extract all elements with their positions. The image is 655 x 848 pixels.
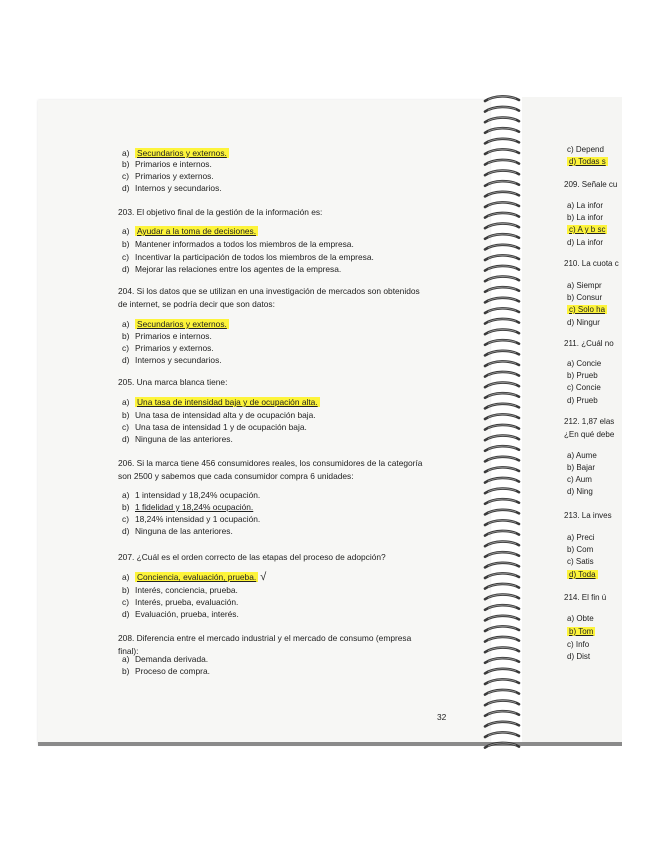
right-page-line [567,487,593,497]
answer-option [122,148,229,158]
answer-option [122,422,307,432]
right-page-line [567,640,589,650]
right-page-line [564,511,612,521]
option-text: Primarios y externos. [135,171,214,181]
option-label: d) [122,609,130,619]
option-label: a) [122,319,130,329]
right-page-line [567,557,594,567]
line-text: 212. 1,87 elas [564,417,615,426]
right-page-line [567,383,601,393]
option-label: c) [122,171,129,181]
right-page-content [522,97,622,742]
line-text: a) Concie [567,359,602,368]
line-text: c) Satis [567,557,594,566]
answer-option [122,264,341,274]
line-text: a) Obte [567,614,594,623]
answer-option [122,355,222,365]
option-label: d) [122,183,130,193]
answer-option [122,239,354,249]
answer-option [122,609,239,619]
answer-option [122,183,222,193]
question-text: 207. ¿Cuál es el orden correcto de las etapas del proceso de adopción? [118,552,386,562]
answer-option [122,434,233,444]
answer-option [122,159,212,169]
option-text: Evaluación, prueba, interés. [135,609,239,619]
option-label: b) [122,239,130,249]
highlighted-answer: c) Solo ha [569,305,606,314]
question-text: 206. Si la marca tiene 456 consumidores reales, los consumidores de la categoría son 2500 y sabemos que cada consumidor compra 6 unidades: [118,458,423,481]
line-text: a) La infor [567,201,604,210]
answer-option [122,171,214,181]
right-page-line [567,627,595,637]
line-text: d) La infor [567,238,604,247]
right-page-line [567,533,595,543]
answer-option [122,397,320,407]
right-page-line [567,570,598,580]
line-text: d) Prueb [567,396,598,405]
highlighted-answer: d) Toda [569,570,596,579]
option-label: d) [122,434,130,444]
option-label: b) [122,585,130,595]
answer-option [122,226,258,236]
right-page-line [567,396,598,406]
option-label: d) [122,355,130,365]
option-label: a) [122,654,130,664]
option-text: Demanda derivada. [135,654,209,664]
line-text: c) Info [567,640,590,649]
question-text: 204. Si los datos que se utilizan en una investigación de mercados son obtenidos de internet, se podría decir que son datos: [118,286,420,309]
question-text: 205. Una marca blanca tiene: [118,377,228,387]
option-text: Una tasa de intensidad 1 y de ocupación baja. [135,422,307,432]
right-page-line [567,157,608,167]
right-page-line [564,339,614,349]
line-text: d) Ningur [567,318,600,327]
option-text: Mejorar las relaciones entre los agentes de la empresa. [135,264,342,274]
option-text: Primarios e internos. [135,331,212,341]
line-text: d) Ning [567,487,593,496]
line-text: a) Siempr [567,281,602,290]
question-text: 203. El objetivo final de la gestión de la información es: [118,207,323,217]
option-label: a) [122,397,130,407]
option-text: Incentivar la participación de todos los miembros de la empresa. [135,252,374,262]
line-text: a) Preci [567,533,595,542]
answer-option [122,502,253,512]
option-label: c) [122,514,129,524]
highlighted-answer: c) A y b sc [569,225,606,234]
answer-option [122,331,212,341]
option-text: 1 fidelidad y 18,24% ocupación. [135,502,254,512]
answer-option [122,343,214,353]
option-text: Internos y secundarios. [135,183,222,193]
line-text: b) La infor [567,213,604,222]
option-text: Primarios y externos. [135,343,214,353]
option-text: Interés, conciencia, prueba. [135,585,238,595]
highlighted-answer: Secundarios y externos. [137,148,227,158]
right-page [522,97,622,742]
right-page-line [564,593,606,603]
right-page-line [567,463,595,473]
right-page-line [564,259,619,269]
line-text: c) Concie [567,383,601,392]
right-page-line [567,451,597,461]
right-page-line [567,359,601,369]
option-label: d) [122,526,130,536]
answer-option [122,410,316,420]
right-page-line [567,201,603,211]
option-text: Ninguna de las anteriores. [135,434,233,444]
line-text: c) Aum [567,475,592,484]
highlighted-answer: b) Tom [569,627,594,636]
right-page-line [567,614,594,624]
right-page-line [567,318,600,328]
right-page-line [567,225,607,235]
option-text: 1 intensidad y 18,24% ocupación. [135,490,261,500]
right-page-line [567,145,604,155]
line-text: b) Consur [567,293,603,302]
option-label: b) [122,331,130,341]
highlighted-answer: Secundarios y externos. [137,319,227,329]
option-text: Proceso de compra. [135,666,210,676]
question-text: 208. Diferencia entre el mercado industrial y el mercado de consumo (empresa final): [118,633,412,656]
option-label: b) [122,159,130,169]
right-page-line [564,417,614,427]
right-page-line [567,652,590,662]
line-text: c) Depend [567,145,604,154]
check-mark-icon: √ [260,571,267,583]
line-text: 210. La cuota c [564,259,619,268]
line-text: b) Com [567,545,594,554]
option-label: c) [122,597,129,607]
answer-option [122,490,260,500]
highlighted-answer: Una tasa de intensidad baja y de ocupación alta. [137,397,318,407]
answer-option [122,585,238,595]
answer-option [122,666,210,676]
option-text: Mantener informados a todos los miembros de la empresa. [135,239,354,249]
right-page-line [567,545,593,555]
option-label: c) [122,422,129,432]
line-text: d) Dist [567,652,591,661]
answer-option [122,654,208,664]
line-text: b) Bajar [567,463,596,472]
option-text: 18,24% intensidad y 1 ocupación. [135,514,261,524]
answer-option [122,319,229,329]
right-page-line [567,371,598,381]
option-label: a) [122,490,130,500]
right-page-line [567,213,603,223]
highlighted-answer: Conciencia, evaluación, prueba. [137,572,257,582]
option-text: Primarios e internos. [135,159,212,169]
page-edge-shadow [38,742,622,746]
answer-option [122,572,266,582]
highlighted-answer: Ayudar a la toma de decisiones. [137,226,257,236]
right-page-line [567,305,607,315]
option-label: b) [122,410,130,420]
line-text: 209. Señale cu [564,180,618,189]
answer-option [122,597,238,607]
answer-option [122,526,233,536]
option-label: b) [122,666,130,676]
option-label: a) [122,148,130,158]
line-text: 214. El fin ú [564,593,607,602]
option-label: b) [122,502,130,512]
option-text: Una tasa de intensidad alta y de ocupación baja. [135,410,316,420]
answer-option [122,514,260,524]
right-page-line [567,238,603,248]
line-text: b) Prueb [567,371,598,380]
right-page-line [567,281,602,291]
line-text: a) Aume [567,451,597,460]
right-page-line [567,293,602,303]
option-label: a) [122,226,130,236]
option-label: c) [122,252,129,262]
line-text: ¿En qué debe [564,430,615,439]
page-number: 32 [437,712,447,722]
line-text: 213. La inves [564,511,612,520]
spiral-binding-icon [482,92,522,752]
right-page-line [564,430,614,440]
option-label: c) [122,343,129,353]
answer-option [122,252,374,262]
line-text: 211. ¿Cuál no [564,339,614,348]
right-page-line [567,475,592,485]
right-page-line [564,180,617,190]
option-label: d) [122,264,130,274]
highlighted-answer: d) Todas s [569,157,606,166]
option-text: Ninguna de las anteriores. [135,526,233,536]
option-text: Internos y secundarios. [135,355,222,365]
option-label: a) [122,572,130,582]
option-text: Interés, prueba, evaluación. [135,597,239,607]
